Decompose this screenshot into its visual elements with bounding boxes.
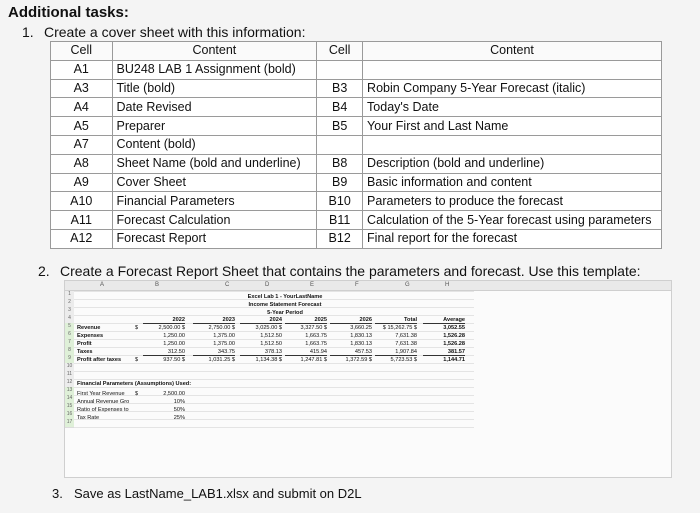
value-cell: 1,250.00: [163, 341, 185, 347]
cell-ref: B9: [317, 173, 363, 192]
value-cell: 1,830.13: [350, 341, 372, 347]
cell-content: Cover Sheet: [112, 173, 317, 192]
params-title: Financial Parameters (Assumptions) Used:: [77, 381, 192, 387]
value-cell: 1,144.71: [443, 357, 465, 363]
table-row: [51, 135, 662, 154]
row-number: 4: [65, 315, 74, 324]
task-3-text: Save as LastName_LAB1.xlsx and submit on D2L: [74, 486, 362, 501]
gridline: [74, 371, 474, 372]
cell-ref: B4: [317, 98, 363, 117]
gridline: [74, 403, 474, 404]
cell-content: [363, 135, 662, 154]
cell-content: Preparer: [112, 117, 317, 136]
row-label: Taxes: [77, 349, 93, 355]
cell-ref: B8: [317, 154, 363, 173]
page-heading: Additional tasks:: [8, 4, 129, 21]
row-number: 9: [65, 355, 74, 364]
column-letter: H: [445, 282, 450, 288]
param-value: 25%: [173, 415, 185, 421]
param-value: 10%: [173, 399, 185, 405]
task-3-number: 3.: [52, 486, 63, 501]
value-cell: 1,375.00: [213, 341, 235, 347]
cell-ref: A9: [51, 173, 113, 192]
param-label: Annual Revenue Gro: [77, 399, 130, 405]
gridline: [74, 291, 474, 292]
cell-content: Date Revised: [112, 98, 317, 117]
row-number: 6: [65, 331, 74, 340]
value-cell: 1,663.75: [305, 333, 327, 339]
cell-ref: A7: [51, 135, 113, 154]
gridline: [74, 411, 474, 412]
gridline: [74, 363, 474, 364]
value-cell: 1,512.50: [260, 341, 282, 347]
value-cell: 1,247.81 $: [300, 357, 327, 363]
column-letter: F: [355, 282, 359, 288]
row-number: 3: [65, 307, 74, 316]
cell-ref: A1: [51, 60, 113, 79]
value-cell: 1,031.25 $: [208, 357, 235, 363]
value-cell: 1,134.38 $: [255, 357, 282, 363]
table-row: [51, 98, 662, 117]
cell-ref: B12: [317, 229, 363, 248]
row-number: 15: [65, 403, 74, 412]
sheet-subtitle: Income Statement Forecast: [248, 302, 322, 308]
table-row: [51, 117, 662, 136]
cell-content: Parameters to produce the forecast: [363, 192, 662, 211]
column-letter: A: [100, 282, 105, 288]
value-cell: 1,250.00: [163, 333, 185, 339]
row-number: 1: [65, 291, 74, 300]
value-cell: 312.50: [143, 349, 185, 356]
cell-content: Financial Parameters: [112, 192, 317, 211]
task-1: [22, 24, 305, 40]
cell-content: BU248 LAB 1 Assignment (bold): [112, 60, 317, 79]
task-2-text: Create a Forecast Report Sheet that contains the parameters and forecast. Use this template:: [60, 263, 641, 279]
gridline: [74, 347, 474, 348]
sheet-title: Excel Lab 1 - YourLastName: [247, 294, 323, 300]
param-value: 2,500.00: [163, 391, 185, 397]
currency-symbol: $: [135, 325, 139, 331]
cell-content: Forecast Report: [112, 229, 317, 248]
value-cell: 1,526.28: [443, 341, 465, 347]
cell-ref: B10: [317, 192, 363, 211]
value-cell: 2,750.00 $: [208, 325, 235, 331]
cell-content: Your First and Last Name: [363, 117, 662, 136]
task-2-number: 2.: [38, 263, 50, 279]
task-3: [52, 486, 362, 501]
cover-table-body: [51, 60, 662, 248]
value-cell: 937.50 $: [163, 357, 185, 363]
year-header: 2022: [143, 317, 185, 324]
cell-content: Today's Date: [363, 98, 662, 117]
currency-symbol: $: [135, 357, 139, 363]
cover-sheet-table: [50, 41, 662, 249]
cell-content: Content (bold): [112, 135, 317, 154]
value-cell: 7,631.38: [395, 341, 417, 347]
column-letter: B: [155, 282, 160, 288]
gridline: [74, 387, 474, 388]
task-1-text: Create a cover sheet with this information:: [44, 24, 306, 40]
cell-ref: B5: [317, 117, 363, 136]
row-number: 8: [65, 347, 74, 356]
row-number: 5: [65, 323, 74, 332]
value-cell: 457.53: [330, 349, 372, 356]
row-label: Revenue: [77, 325, 101, 331]
table-row: [51, 211, 662, 230]
value-cell: 3,052.55: [443, 325, 465, 331]
param-label: Tax Rate: [77, 415, 100, 421]
row-number: 10: [65, 363, 74, 372]
cell-content: Description (bold and underline): [363, 154, 662, 173]
header-content: Content: [363, 42, 662, 61]
sheet-period: 5-Year Period: [267, 310, 303, 316]
table-row: [51, 192, 662, 211]
value-cell: 1,372.59 $: [345, 357, 372, 363]
year-header: 2024: [240, 317, 282, 324]
value-cell: 3,025.00 $: [255, 325, 282, 331]
column-letter: E: [310, 282, 315, 288]
row-label: Profit after taxes: [77, 357, 122, 363]
row-number: 17: [65, 419, 74, 428]
column-letter: G: [405, 282, 410, 288]
cell-content: Final report for the forecast: [363, 229, 662, 248]
value-cell: $ 15,262.75 $: [382, 325, 417, 331]
row-label: Profit: [77, 341, 92, 347]
value-cell: 5,723.53 $: [390, 357, 417, 363]
year-header: 2023: [193, 317, 235, 324]
value-cell: 7,631.38: [395, 333, 417, 339]
row-number: 7: [65, 339, 74, 348]
cell-content: Basic information and content: [363, 173, 662, 192]
row-number: 13: [65, 387, 74, 396]
row-number: 16: [65, 411, 74, 420]
param-label: Ratio of Expenses to: [77, 407, 129, 413]
year-header: 2026: [330, 317, 372, 324]
gridline: [74, 339, 474, 340]
table-row: [51, 154, 662, 173]
cell-content: Calculation of the 5-Year forecast using parameters: [363, 211, 662, 230]
cell-ref: A8: [51, 154, 113, 173]
table-row: [51, 79, 662, 98]
gridline: [74, 331, 474, 332]
cell-content: Title (bold): [112, 79, 317, 98]
value-cell: 2,500.00 $: [158, 325, 185, 331]
cell-ref: [317, 60, 363, 79]
cover-table-header-row: [51, 42, 662, 61]
row-label: Expenses: [77, 333, 104, 339]
value-cell: 1,663.75: [305, 341, 327, 347]
table-row: [51, 173, 662, 192]
value-cell: 1,526.28: [443, 333, 465, 339]
table-row: [51, 229, 662, 248]
value-cell: 343.75: [193, 349, 235, 356]
param-label: First Year Revenue: [77, 391, 125, 397]
cell-ref: A12: [51, 229, 113, 248]
value-cell: 1,830.13: [350, 333, 372, 339]
cell-ref: A4: [51, 98, 113, 117]
param-value: 50%: [173, 407, 185, 413]
table-row: [51, 60, 662, 79]
cell-content: Robin Company 5-Year Forecast (italic): [363, 79, 662, 98]
cell-content: Sheet Name (bold and underline): [112, 154, 317, 173]
header-cell: Cell: [51, 42, 113, 61]
param-currency: $: [135, 391, 139, 397]
task-1-number: 1.: [22, 24, 34, 40]
cell-ref: A11: [51, 211, 113, 230]
header-cell: Cell: [317, 42, 363, 61]
value-cell: 3,327.50 $: [300, 325, 327, 331]
column-letter: D: [265, 282, 270, 288]
cell-ref: A5: [51, 117, 113, 136]
column-header-bar: [65, 281, 671, 291]
cell-ref: B3: [317, 79, 363, 98]
header-content: Content: [112, 42, 317, 61]
value-cell: 3,660.25: [350, 325, 372, 331]
row-number: 14: [65, 395, 74, 404]
value-cell: 381.57: [423, 349, 465, 356]
cell-content: Forecast Calculation: [112, 211, 317, 230]
forecast-template-screenshot: [64, 280, 672, 478]
year-header: 2025: [285, 317, 327, 324]
value-cell: 1,907.84: [375, 349, 417, 356]
row-number: 2: [65, 299, 74, 308]
gridline: [74, 427, 474, 428]
value-cell: 1,512.50: [260, 333, 282, 339]
year-header: Total: [375, 317, 417, 324]
cell-ref: A3: [51, 79, 113, 98]
row-number: 11: [65, 371, 74, 380]
gridline: [74, 419, 474, 420]
gridline: [74, 379, 474, 380]
value-cell: 1,375.00: [213, 333, 235, 339]
cell-content: [363, 60, 662, 79]
cell-ref: [317, 135, 363, 154]
cell-ref: B11: [317, 211, 363, 230]
cell-ref: A10: [51, 192, 113, 211]
column-letter: C: [225, 282, 230, 288]
year-header: Average: [423, 317, 465, 324]
value-cell: 415.94: [285, 349, 327, 356]
gridline: [74, 395, 474, 396]
task-2: [38, 263, 641, 279]
row-number: 12: [65, 379, 74, 388]
value-cell: 378.13: [240, 349, 282, 356]
